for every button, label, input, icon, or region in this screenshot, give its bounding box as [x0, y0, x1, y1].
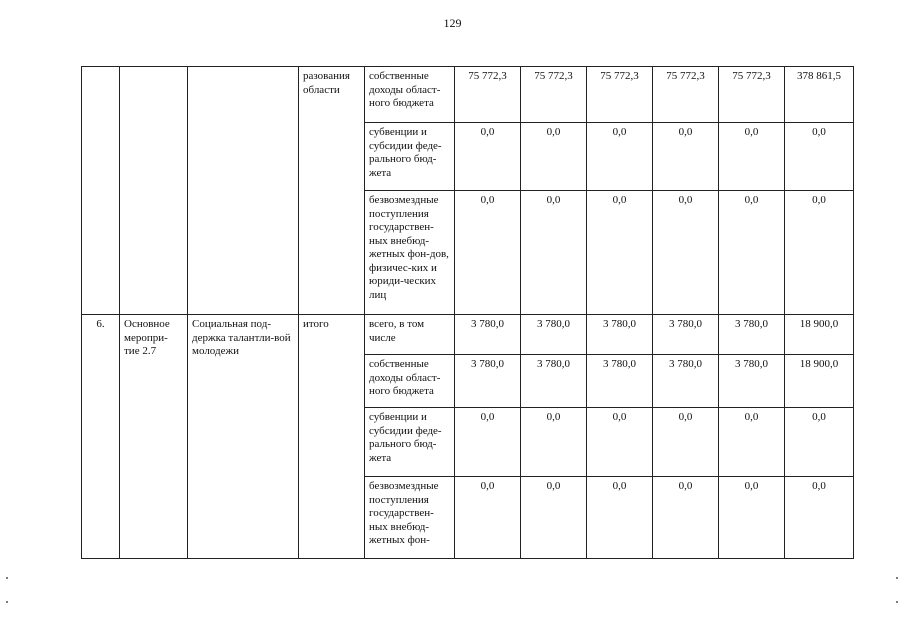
responsible-cell: разования области [299, 67, 365, 315]
value-cell: 75 772,3 [653, 67, 719, 123]
value-cell: 0,0 [455, 191, 521, 315]
total-value-cell: 378 861,5 [785, 67, 854, 123]
page-number: 129 [443, 16, 462, 30]
value-cell: 3 780,0 [521, 315, 587, 355]
value-cell: 3 780,0 [587, 355, 653, 408]
total-value-cell: 0,0 [785, 477, 854, 559]
table-row [82, 67, 854, 123]
measure-name-cell: Социальная под-держка талантли-вой молодежи [188, 315, 299, 559]
name-cell-empty [188, 67, 299, 315]
value-cell: 0,0 [455, 408, 521, 477]
funding-source-cell: собственные доходы област-ного бюджета [365, 355, 455, 408]
value-cell: 0,0 [455, 477, 521, 559]
value-cell: 0,0 [521, 191, 587, 315]
value-cell: 0,0 [719, 123, 785, 191]
value-cell: 3 780,0 [521, 355, 587, 408]
type-cell-empty [120, 67, 188, 315]
table-row [82, 315, 854, 355]
value-cell: 0,0 [521, 123, 587, 191]
total-value-cell: 0,0 [785, 191, 854, 315]
value-cell: 0,0 [653, 477, 719, 559]
value-cell: 0,0 [587, 123, 653, 191]
value-cell: 0,0 [587, 191, 653, 315]
value-cell: 75 772,3 [719, 67, 785, 123]
value-cell: 0,0 [653, 123, 719, 191]
total-value-cell: 0,0 [785, 408, 854, 477]
value-cell: 0,0 [719, 191, 785, 315]
value-cell: 0,0 [653, 408, 719, 477]
item-number-cell: 6. [82, 315, 120, 559]
responsible-cell: итого [299, 315, 365, 559]
funding-source-cell: собственные доходы област-ного бюджета [365, 67, 455, 123]
value-cell: 0,0 [653, 191, 719, 315]
value-cell: 3 780,0 [653, 355, 719, 408]
value-cell: 3 780,0 [653, 315, 719, 355]
total-value-cell: 18 900,0 [785, 355, 854, 408]
scan-dot [6, 577, 8, 579]
value-cell: 0,0 [587, 477, 653, 559]
value-cell: 0,0 [521, 477, 587, 559]
measure-type-cell: Основное меропри-тие 2.7 [120, 315, 188, 559]
value-cell: 0,0 [719, 477, 785, 559]
value-cell: 3 780,0 [455, 315, 521, 355]
number-cell-empty [82, 67, 120, 315]
value-cell: 0,0 [455, 123, 521, 191]
value-cell: 3 780,0 [719, 315, 785, 355]
scan-dot [896, 577, 898, 579]
value-cell: 3 780,0 [455, 355, 521, 408]
funding-source-cell: субвенции и субсидии феде-рального бюд-жета [365, 123, 455, 191]
value-cell: 3 780,0 [587, 315, 653, 355]
value-cell: 3 780,0 [719, 355, 785, 408]
scan-dot [6, 601, 8, 603]
scan-dot [896, 601, 898, 603]
value-cell: 0,0 [521, 408, 587, 477]
value-cell: 0,0 [587, 408, 653, 477]
budget-table [81, 66, 854, 559]
value-cell: 75 772,3 [521, 67, 587, 123]
funding-source-cell: безвозмездные поступления государствен-ных внебюд-жетных фон- [365, 477, 455, 559]
funding-source-cell: безвозмездные поступления государствен-ных внебюд-жетных фон-дов, физичес-ких и юриди-ческих лиц [365, 191, 455, 315]
value-cell: 75 772,3 [455, 67, 521, 123]
funding-source-cell: субвенции и субсидии феде-рального бюд-жета [365, 408, 455, 477]
funding-source-cell: всего, в том числе [365, 315, 455, 355]
total-value-cell: 0,0 [785, 123, 854, 191]
value-cell: 75 772,3 [587, 67, 653, 123]
value-cell: 0,0 [719, 408, 785, 477]
total-value-cell: 18 900,0 [785, 315, 854, 355]
